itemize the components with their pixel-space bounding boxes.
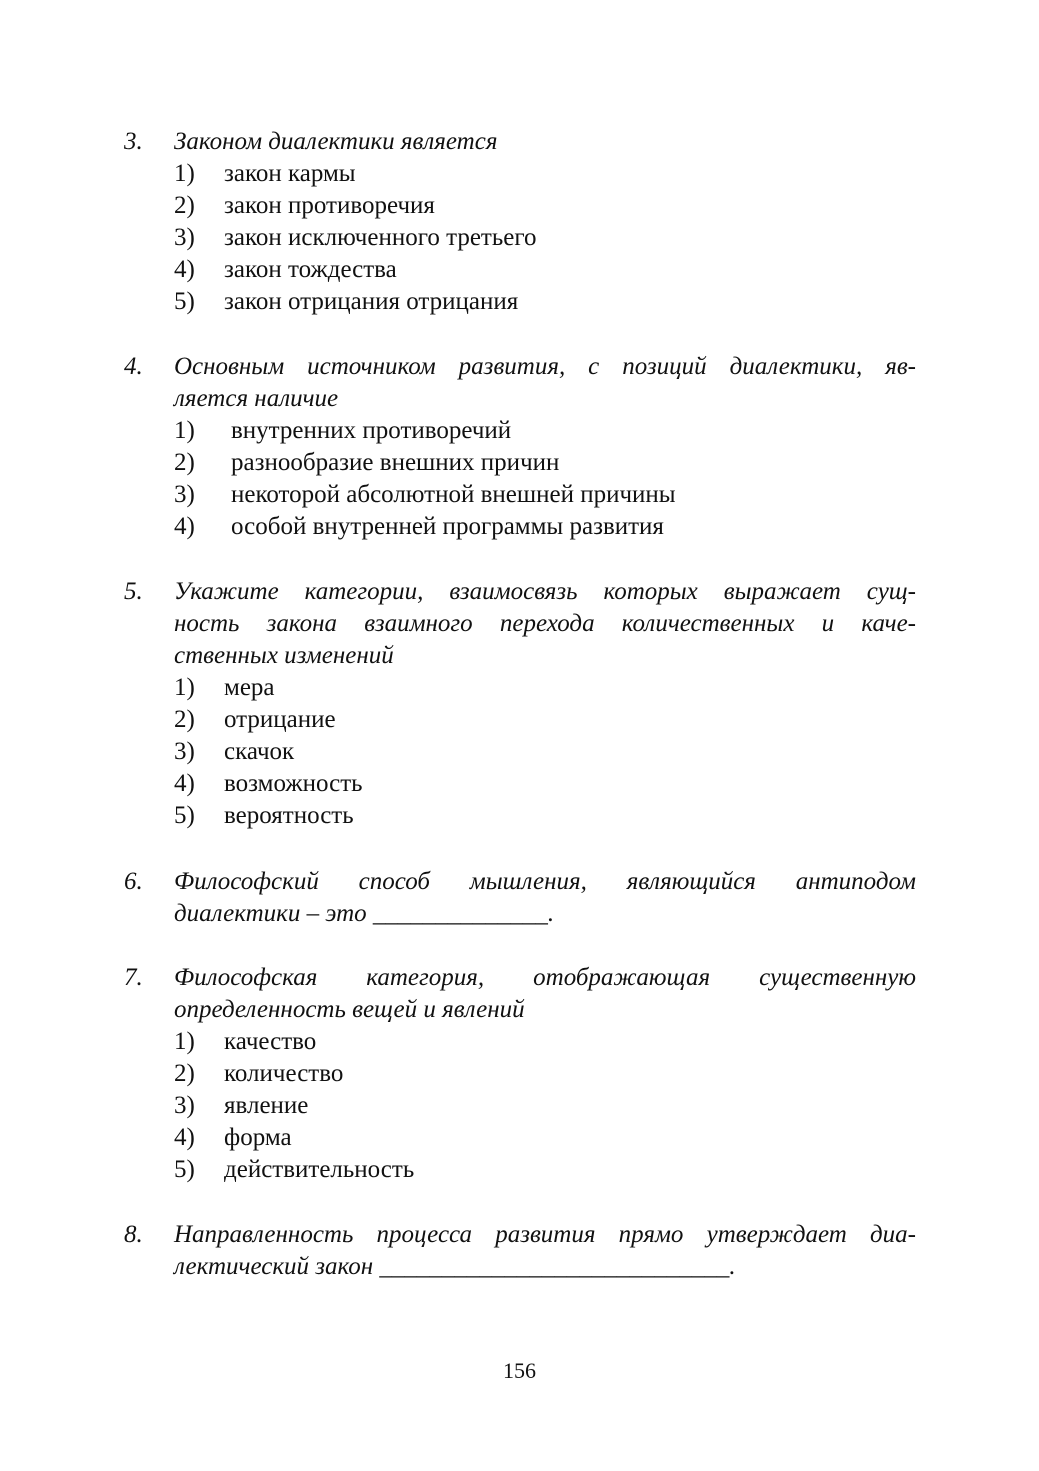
option-number: 2) (174, 449, 195, 476)
option-number: 4) (174, 256, 195, 283)
option-number: 1) (174, 160, 195, 187)
question-text (174, 576, 916, 672)
answer-option (174, 704, 916, 736)
answer-options (124, 158, 916, 318)
option-number: 1) (174, 417, 195, 444)
option-number: 3) (174, 224, 195, 251)
question-text-line: определенность вещей и явлений (174, 996, 525, 1023)
option-text: действительность (224, 1156, 415, 1183)
question-text-line: Законом диалектики является (174, 128, 498, 155)
answer-option (174, 415, 916, 447)
option-number: 2) (174, 706, 195, 733)
option-text: закон противоречия (224, 192, 435, 219)
answer-option (174, 1154, 916, 1186)
question-3 (124, 126, 916, 318)
answer-option (174, 222, 916, 254)
question-text (174, 962, 916, 1026)
answer-option (174, 1058, 916, 1090)
option-text: закон кармы (224, 160, 356, 187)
question-6 (124, 866, 916, 930)
option-number: 4) (174, 1124, 195, 1151)
question-number: 5. (124, 578, 143, 605)
question-5 (124, 576, 916, 832)
option-text: закон исключенного третьего (224, 224, 537, 251)
question-text (174, 1219, 916, 1283)
option-text: закон отрицания отрицания (224, 288, 519, 315)
option-number: 2) (174, 1060, 195, 1087)
answer-option (174, 286, 916, 318)
answer-option (174, 736, 916, 768)
answer-options (124, 672, 916, 832)
answer-option (174, 158, 916, 190)
option-number: 3) (174, 1092, 195, 1119)
answer-option (174, 479, 916, 511)
question-number: 4. (124, 353, 143, 380)
option-number: 4) (174, 513, 195, 540)
option-text: разнообразие внешних причин (231, 449, 560, 476)
option-number: 5) (174, 1156, 195, 1183)
question-text-line: Философская категория, отображающая существенную (174, 964, 916, 991)
option-text: некоторой абсолютной внешней причины (231, 481, 676, 508)
answer-option (174, 511, 916, 543)
option-text: возможность (224, 770, 363, 797)
option-text: мера (224, 674, 275, 701)
question-text-line: ляется наличие (174, 385, 339, 412)
question-text (174, 866, 916, 930)
option-number: 4) (174, 770, 195, 797)
option-text: количество (224, 1060, 344, 1087)
answer-option (174, 672, 916, 704)
question-number: 7. (124, 964, 143, 991)
option-number: 3) (174, 481, 195, 508)
option-number: 3) (174, 738, 195, 765)
option-number: 2) (174, 192, 195, 219)
option-text: скачок (224, 738, 295, 765)
question-number: 6. (124, 868, 143, 895)
question-text (174, 126, 916, 158)
answer-option (174, 190, 916, 222)
option-text: качество (224, 1028, 317, 1055)
question-4 (124, 351, 916, 543)
answer-options (124, 1026, 916, 1186)
question-text-line: ственных изменений (174, 642, 394, 669)
question-text-line: Философский способ мышления, являющийся антиподом (174, 868, 916, 895)
answer-option (174, 447, 916, 479)
page-number: 156 (503, 1358, 536, 1383)
option-text: закон тождества (224, 256, 397, 283)
question-text-line: Направленность процесса развития прямо утверждает диа- (174, 1221, 916, 1248)
question-number: 8. (124, 1221, 143, 1248)
question-text-line: ность закона взаимного перехода количественных и каче- (174, 610, 916, 637)
question-text-line: диалектики – это ______________. (174, 900, 555, 927)
question-8 (124, 1219, 916, 1283)
answer-options (124, 415, 916, 543)
option-text: отрицание (224, 706, 336, 733)
question-text-line: Основным источником развития, с позиций диалектики, яв- (174, 353, 916, 380)
question-number: 3. (124, 128, 143, 155)
question-text-line: лектический закон ____________________________. (174, 1253, 736, 1280)
option-text: форма (224, 1124, 292, 1151)
option-number: 5) (174, 288, 195, 315)
option-text: внутренних противоречий (231, 417, 512, 444)
answer-option (174, 1090, 916, 1122)
option-number: 1) (174, 1028, 195, 1055)
answer-option (174, 1026, 916, 1058)
question-text (174, 351, 916, 415)
option-number: 1) (174, 674, 195, 701)
option-text: явление (224, 1092, 309, 1119)
answer-option (174, 1122, 916, 1154)
question-text-line: Укажите категории, взаимосвязь которых выражает сущ- (174, 578, 916, 605)
answer-option (174, 800, 916, 832)
answer-option (174, 254, 916, 286)
option-number: 5) (174, 802, 195, 829)
question-7 (124, 962, 916, 1186)
option-text: особой внутренней программы развития (231, 513, 664, 540)
option-text: вероятность (224, 802, 354, 829)
answer-option (174, 768, 916, 800)
